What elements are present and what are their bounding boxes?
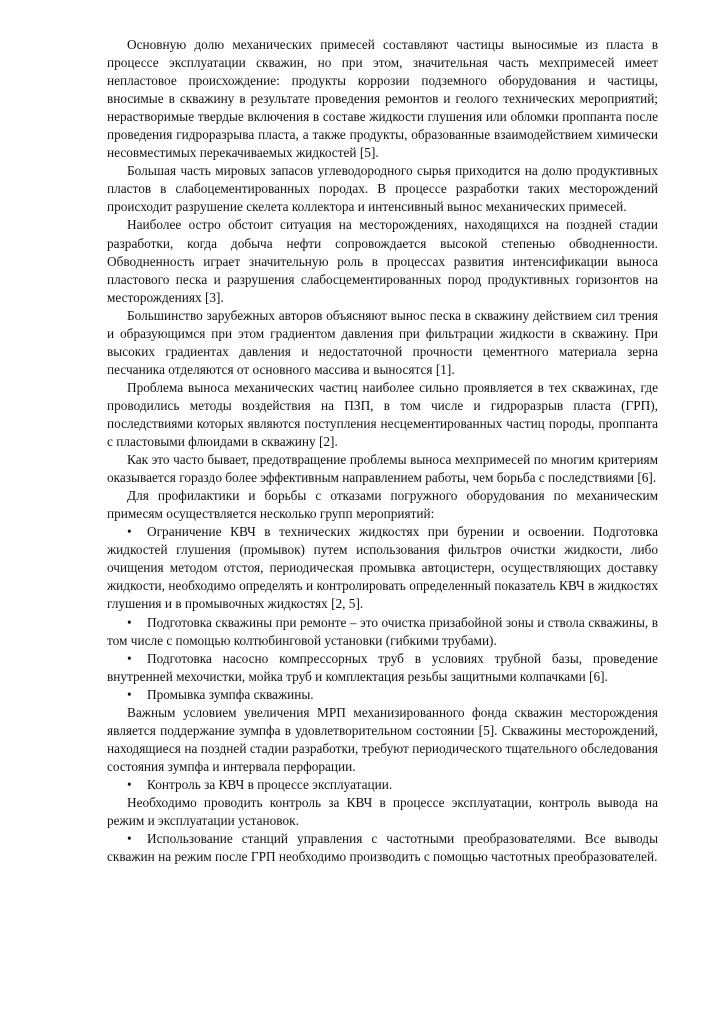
bullet-text: Контроль за КВЧ в процессе эксплуатации. [147,776,393,792]
bullet-item [107,650,658,686]
bullet-item [107,614,658,650]
bullet-marker: • [127,524,132,540]
bullet-text: Промывка зумпфа скважины. [147,686,314,702]
bullet-text: Использование станций управления с частотными преобразователями. Все выводы скважин на режим после ГРП необходимо производить с помощью частотных преобразователей. [107,831,658,865]
bullet-item [107,776,658,794]
bullet-text: Подготовка скважины при ремонте – это очистка призабойной зоны и ствола скважины, в том числе с помощью колтюбинговой установки (гибкими трубами). [107,614,658,648]
body-paragraph: Необходимо проводить контроль за КВЧ в процессе эксплуатации, контроль вывода на режим и эксплуатации установок. [107,794,658,829]
body-paragraph: Проблема выноса механических частиц наиболее сильно проявляется в тех скважинах, где проводились методы воздействия на ПЗП, в том числе и гидроразрыв пласта (ГРП), последствиями которых являются поступления несцементированных частиц породы, проппанта с пластовыми флюидами в скважину [2]. [107,379,658,450]
bullet-marker: • [127,614,132,630]
body-paragraph: Большинство зарубежных авторов объясняют вынос песка в скважину действием сил трения и образующимся при этом градиентом давления при фильтрации жидкости в скважину. При высоких градиентах давления и недостаточной прочности цементного материала зерна песчаника отделяются от основного массива и выносятся [1]. [107,307,658,377]
bullet-marker: • [127,650,132,666]
bullet-text: Ограничение КВЧ в технических жидкостях при бурении и освоении. Подготовка жидкостей глушения (промывок) путем использования фильтров очистки жидкости, либо очищения методом отстоя, периодическая промывка автоцистерн, осуществляющих доставку жидкости, необходимо определять и контролировать определенный показатель КВЧ в жидкостях глушения и в промывочных жидкостях [2, 5]. [107,524,658,612]
body-paragraph: Важным условием увеличения МРП механизированного фонда скважин месторождения является поддержание зумпфа в удовлетворительном состоянии [5]. Скважины месторождений, находящиеся на поздней стадии разработки, требуют периодического тщательного обследования состояния зумпфа и интервала перфорации. [107,704,658,774]
body-paragraph: Основную долю механических примесей составляют частицы выносимые из пласта в процессе эксплуатации скважин, но при этом, значительная часть мехпримесей имеет непластовое происхождение: продукты коррозии подземного оборудования и частицы, вносимые в скважину в результате проведения ремонтов и геолого технических мероприятий; нерастворимые твердые включения в составе жидкости глушения или обломки проппанта после проведения гидроразрыва пласта, а также продукты, образованные взаимодействием химически несовместимых перекачиваемых жидкостей [5]. [107,37,658,161]
bullet-marker: • [127,686,132,702]
body-paragraph: Большая часть мировых запасов углеводородного сырья приходится на долю продуктивных пластов в слабоцементированных породах. В процессе разработки таких месторождений происходит разрушение скелета коллектора и интенсивный вынос механических примесей. [107,163,658,215]
bullet-marker: • [127,831,132,847]
bullet-item [107,686,658,704]
bullet-marker: • [127,776,132,792]
document-body [107,36,658,866]
body-paragraph: Для профилактики и борьбы с отказами погружного оборудования по механическим примесям осуществляется несколько групп мероприятий: [107,488,658,522]
bullet-item [107,830,658,866]
body-paragraph: Наиболее остро обстоит ситуация на месторождениях, находящихся на поздней стадии разработки, когда добыча нефти сопровождается высокой степенью обводненности. Обводненность играет значительную роль в процессах развития интенсификации выноса пластового песка и разрушения слабосцементированных пород продуктивных горизонтов на месторождениях [3]. [107,217,658,305]
body-paragraph: Как это часто бывает, предотвращение проблемы выноса мехпримесей по многим критериям оказывается гораздо более эффективным направлением работы, чем борьба с последствиями [6]. [107,452,658,486]
bullet-item [107,523,658,613]
bullet-text: Подготовка насосно компрессорных труб в условиях трубной базы, проведение внутренней мехочистки, мойка труб и комплектация резьбы защитными колпачками [6]. [107,650,658,684]
